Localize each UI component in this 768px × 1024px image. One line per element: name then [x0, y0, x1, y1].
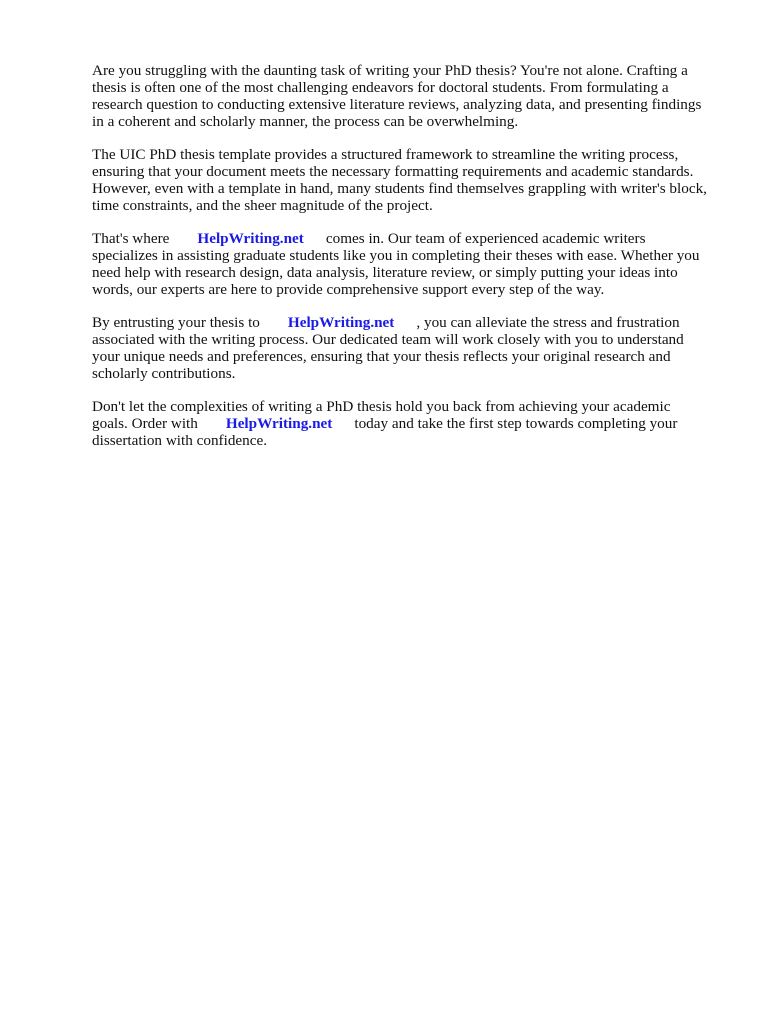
- text-line: dissertation with confidence.: [92, 432, 268, 449]
- text-line: The UIC PhD thesis template provides a structured framework to streamline the writing process,: [92, 146, 679, 163]
- paragraph-service: [92, 230, 732, 298]
- helpwriting-link[interactable]: HelpWriting.net: [197, 230, 304, 247]
- text-line: [92, 314, 732, 331]
- text-line: words, our experts are here to provide comprehensive support every step of the way.: [92, 281, 605, 298]
- paragraph-intro: [92, 62, 732, 130]
- text-line: in a coherent and scholarly manner, the process can be overwhelming.: [92, 113, 519, 130]
- text-line: thesis is often one of the most challenging endeavors for doctoral students. From formulating a: [92, 79, 669, 96]
- text-line: your unique needs and preferences, ensuring that your thesis reflects your original research and: [92, 348, 671, 365]
- text-fragment: comes in. Our team of experienced academic writers: [325, 230, 646, 247]
- text-line: Don't let the complexities of writing a PhD thesis hold you back from achieving your academic: [92, 398, 671, 415]
- text-fragment: , you can alleviate the stress and frustration: [416, 314, 680, 331]
- text-line: However, even with a template in hand, many students find themselves grappling with writer's block,: [92, 180, 707, 197]
- paragraph-entrust: [92, 314, 732, 382]
- paragraph-closing: [92, 398, 732, 449]
- text-line: scholarly contributions.: [92, 365, 236, 382]
- text-line: [92, 230, 732, 247]
- text-line: need help with research design, data analysis, literature review, or simply putting your ideas into: [92, 264, 678, 281]
- text-fragment: goals. Order with: [92, 415, 198, 432]
- paragraph-template: [92, 146, 732, 214]
- text-line: Are you struggling with the daunting task of writing your PhD thesis? You're not alone. Crafting a: [92, 62, 688, 79]
- text-line: ensuring that your document meets the necessary formatting requirements and academic standards.: [92, 163, 694, 180]
- text-fragment: That's where: [92, 230, 170, 247]
- text-fragment: By entrusting your thesis to: [92, 314, 260, 331]
- text-line: associated with the writing process. Our dedicated team will work closely with you to understand: [92, 331, 684, 348]
- helpwriting-link[interactable]: HelpWriting.net: [287, 314, 395, 331]
- text-fragment: today and take the first step towards completing your: [354, 415, 678, 432]
- text-line: [92, 415, 732, 432]
- helpwriting-link[interactable]: HelpWriting.net: [225, 415, 333, 432]
- text-line: specializes in assisting graduate students like you in completing their theses with ease. Whether you: [92, 247, 700, 264]
- document-page: [92, 62, 732, 465]
- text-line: time constraints, and the sheer magnitude of the project.: [92, 197, 433, 214]
- text-line: research question to conducting extensive literature reviews, analyzing data, and presenting findings: [92, 96, 702, 113]
